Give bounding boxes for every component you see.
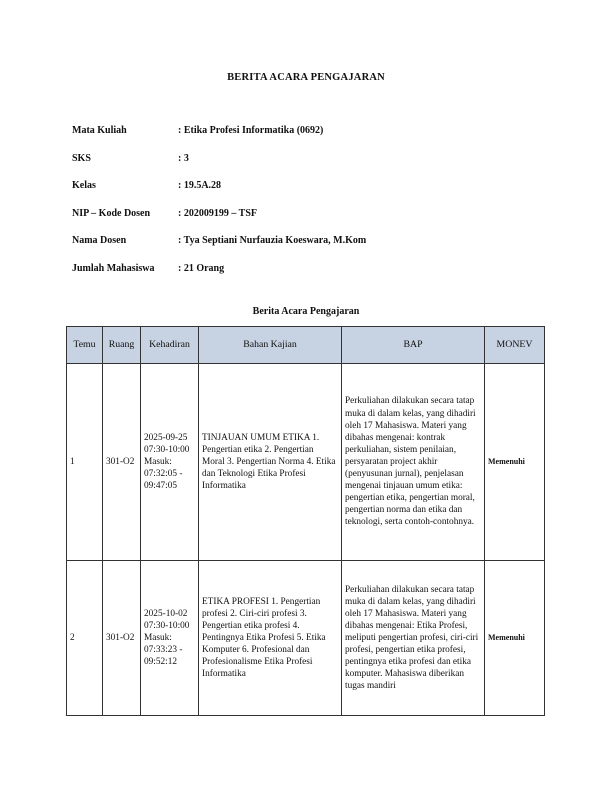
- kehadiran-schedule: 2025-10-02 07:30-10:00: [144, 608, 190, 631]
- course-info: [72, 125, 542, 290]
- cell-monev: Memenuhi: [485, 364, 545, 561]
- info-row-jumlah-mahasiswa: [72, 263, 542, 291]
- info-label: Mata Kuliah: [72, 125, 127, 136]
- info-label: NIP – Kode Dosen: [72, 207, 151, 219]
- cell-kehadiran: [141, 364, 199, 561]
- cell-temu: 2: [67, 561, 103, 716]
- header-bahan-kajian: Bahan Kajian: [199, 327, 342, 364]
- info-label: Nama Dosen: [72, 235, 127, 246]
- kehadiran-start: 07:33:23 -: [144, 645, 183, 656]
- header-monev: MONEV: [485, 327, 545, 364]
- info-value: : Etika Profesi Informatika (0692): [178, 125, 324, 136]
- table-title: Berita Acara Pengajaran: [252, 306, 360, 317]
- cell-bahan-kajian: ETIKA PROFESI 1. Pengertian profesi 2. Ciri-ciri profesi 3. Pengertian etika profesi 4. Pentingnya Etika Profesi 5. Etika Komputer 6. Profesional dan Profesionalisme Etika Profesi Informatika: [199, 561, 342, 716]
- table-row: [67, 364, 545, 561]
- cell-ruang: 301-O2: [103, 561, 141, 716]
- header-temu: Temu: [67, 327, 103, 364]
- header-bap: BAP: [342, 327, 485, 364]
- cell-ruang: 301-O2: [103, 364, 141, 561]
- header-ruang: Ruang: [103, 327, 141, 364]
- info-value: : 21 Orang: [178, 262, 225, 274]
- info-value: : Tya Septiani Nurfauzia Koeswara, M.Kom: [178, 235, 367, 246]
- info-label: Jumlah Mahasiswa: [72, 262, 155, 274]
- cell-temu: 1: [67, 364, 103, 561]
- info-row-nama-dosen: [72, 235, 542, 263]
- info-row-sks: [72, 153, 542, 181]
- kehadiran-schedule: 2025-09-25 07:30-10:00: [144, 432, 190, 455]
- kehadiran-end: 09:47:05: [144, 481, 178, 492]
- info-label: Kelas: [72, 180, 96, 191]
- cell-bap: Perkuliahan dilakukan secara tatap muka di dalam kelas, yang dihadiri oleh 17 Mahasiswa. Materi yang dibahas mengenai: kontrak perkuliahan, sistem penilaian, persyaratan project akhir (penyusunan jurnal), penjelasan mengenai tinjauan umum etika: pengertian etika, pengertian moral, pengertian norma dan etika dan teknologi, serta contoh-contohnya.: [342, 364, 485, 561]
- page-title: BERITA ACARA PENGAJARAN: [227, 72, 385, 83]
- info-value: : 3: [178, 152, 189, 164]
- kehadiran-masuk-label: Masuk:: [144, 632, 172, 643]
- header-kehadiran: Kehadiran: [141, 327, 199, 364]
- info-value: : 19.5A.28: [178, 180, 222, 191]
- info-row-mata-kuliah: [72, 125, 542, 153]
- kehadiran-start: 07:32:05 -: [144, 469, 183, 480]
- cell-kehadiran: [141, 561, 199, 716]
- table-row: [67, 561, 545, 716]
- table-header-row: [67, 327, 545, 364]
- bap-table: [66, 326, 545, 716]
- info-value: : 202009199 – TSF: [178, 207, 257, 219]
- cell-bap: Perkuliahan dilakukan secara tatap muka di dalam kelas, yang dihadiri oleh 17 Mahasiswa. Materi yang dibahas mengenai: Etika Profesi, meliputi pengertian profesi, ciri-ciri profesi, pengertian etika profesi, pentingnya etika profesi dan etika komputer. Mahasiswa diberikan tugas mandiri: [342, 561, 485, 716]
- cell-bahan-kajian: TINJAUAN UMUM ETIKA 1. Pengertian etika 2. Pengertian Moral 3. Pengertian Norma 4. Etika dan Teknologi Etika Profesi Informatika: [199, 364, 342, 561]
- kehadiran-masuk-label: Masuk:: [144, 456, 172, 467]
- kehadiran-end: 09:52:12: [144, 657, 178, 668]
- cell-monev: Memenuhi: [485, 561, 545, 716]
- info-row-kelas: [72, 180, 542, 208]
- info-row-nip: [72, 208, 542, 236]
- info-label: SKS: [72, 152, 91, 164]
